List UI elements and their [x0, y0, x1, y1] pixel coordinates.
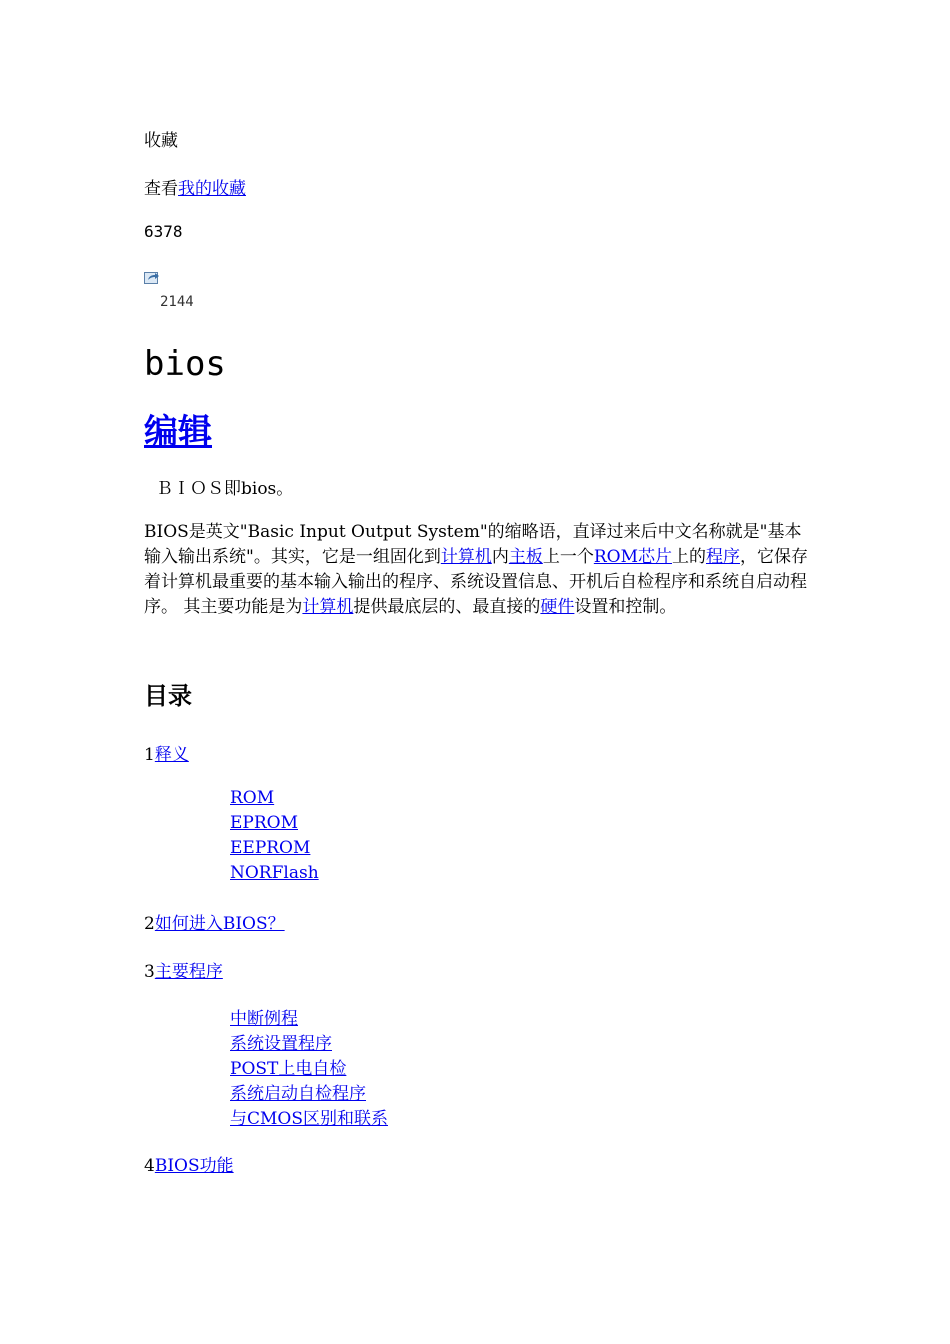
toc-item-2	[144, 909, 285, 934]
toc-sub-cmos[interactable]: 与CMOS区别和联系	[230, 1109, 388, 1129]
toc-sub-setup-program[interactable]: 系统设置程序	[230, 1034, 332, 1054]
link-hardware[interactable]: 硬件	[540, 597, 575, 617]
toc-link-enter-bios[interactable]: 如何进入BIOS？	[154, 914, 285, 934]
summary-paragraph	[144, 520, 809, 620]
my-favorites-link[interactable]: 我的收藏	[178, 179, 246, 199]
para-text: 提供最底层的、最直接的	[353, 597, 541, 617]
toc-sub-interrupt-routine[interactable]: 中断例程	[230, 1009, 298, 1029]
favorite-count: 6378	[144, 222, 183, 241]
toc-number: 4	[144, 1156, 155, 1176]
link-motherboard[interactable]: 主板	[508, 547, 543, 567]
toc-number: 2	[144, 914, 155, 934]
para-text: 设置和控制。	[574, 597, 677, 617]
toc-link-definition[interactable]: 释义	[154, 745, 189, 765]
para-text: ，它保存着计算机最重要的基本输入输出的程序、系统设置信息、开机后自检程序和系统自启动程序。 其主要功能是为	[144, 547, 808, 617]
intro-line: ＢＩＯＳ即bios。	[156, 479, 294, 499]
para-text: BIOS是英文"Basic Input Output System"的缩略语，直译过来后中文名称就是"基本输入输出系统"。其实，它是一组固化到	[144, 522, 802, 567]
link-program[interactable]: 程序	[705, 547, 740, 567]
toc-sub-boot-selftest[interactable]: 系统启动自检程序	[230, 1084, 366, 1104]
toc-sub-rom[interactable]: ROM	[230, 788, 275, 808]
link-computer[interactable]: 计算机	[440, 547, 492, 567]
collect-label: 收藏	[144, 131, 178, 151]
toc-heading: 目录	[144, 681, 192, 710]
para-text: 上的	[671, 547, 706, 567]
share-icon[interactable]	[144, 270, 160, 284]
toc-item-1	[144, 740, 189, 765]
link-rom-chip[interactable]: ROM芯片	[593, 547, 672, 567]
view-favorites-line	[144, 174, 246, 199]
toc-sub-eeprom[interactable]: EEPROM	[230, 838, 311, 858]
view-prefix: 查看	[144, 179, 178, 199]
para-text: 上一个	[542, 547, 594, 567]
toc-item-4	[144, 1151, 234, 1176]
toc-sub-norflash[interactable]: NORFlash	[230, 863, 319, 883]
share-count: 2144	[160, 294, 194, 310]
toc-sub-eprom[interactable]: EPROM	[230, 813, 298, 833]
link-computer-2[interactable]: 计算机	[302, 597, 354, 617]
toc-number: 3	[144, 962, 155, 982]
article-title: bios	[144, 344, 226, 384]
para-text: 内	[491, 547, 509, 567]
toc-sub-post[interactable]: POST上电自检	[230, 1059, 347, 1079]
toc-number: 1	[144, 745, 155, 765]
toc-link-main-programs[interactable]: 主要程序	[154, 962, 223, 982]
toc-item-3	[144, 957, 223, 982]
toc-link-bios-functions[interactable]: BIOS功能	[154, 1156, 234, 1176]
edit-link[interactable]: 编辑	[144, 412, 212, 452]
